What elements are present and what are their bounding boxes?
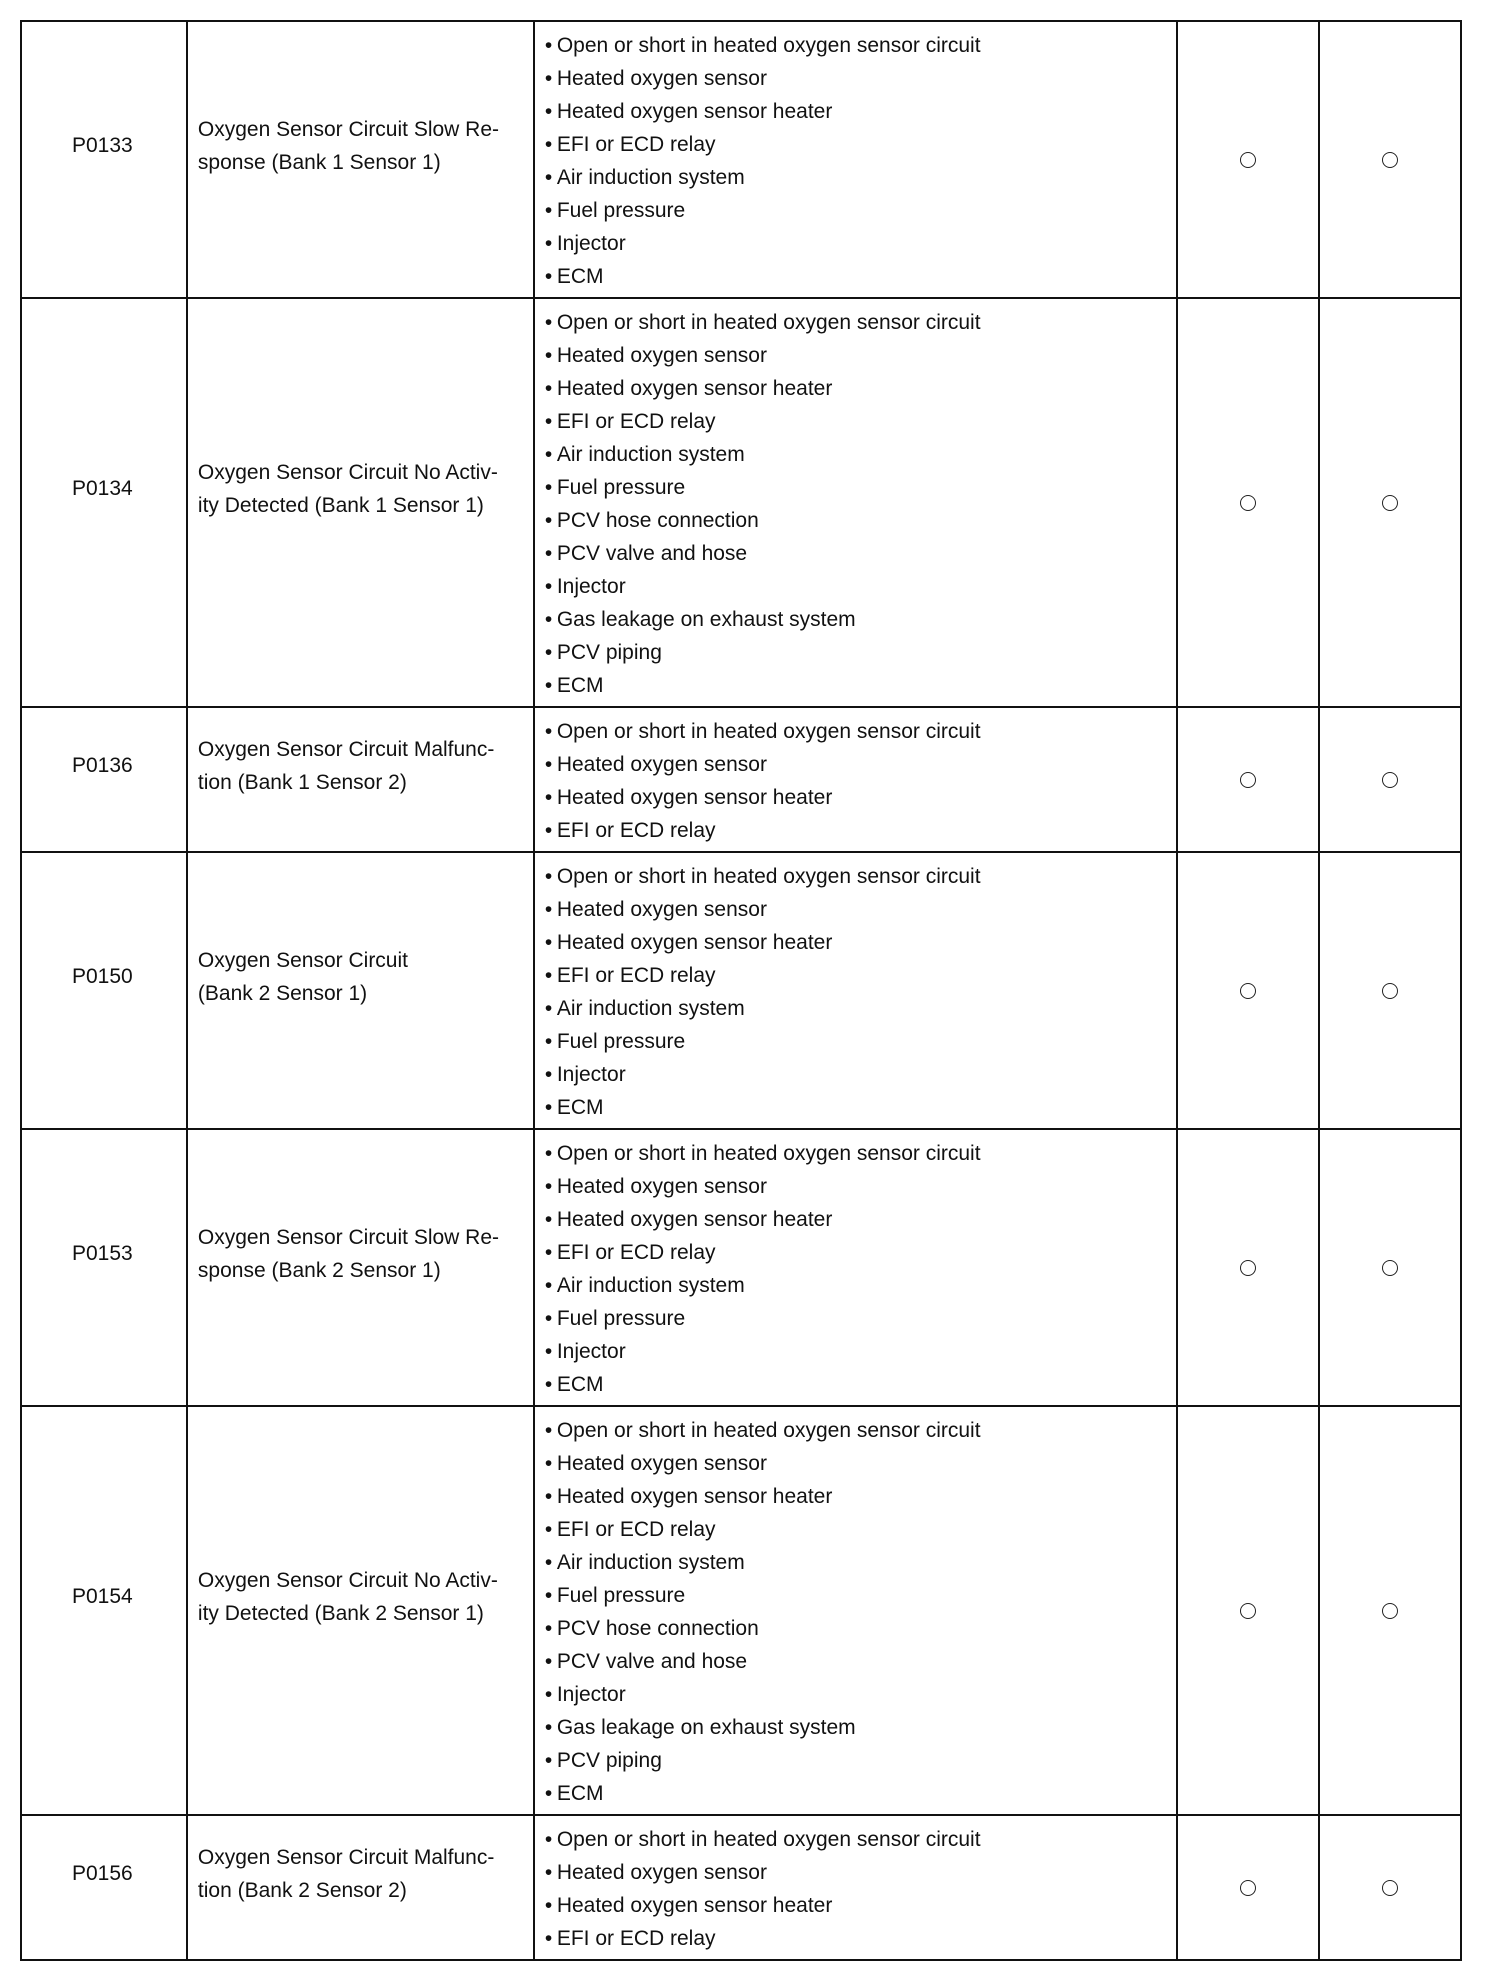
bullet-icon: • [544, 1419, 553, 1442]
trouble-area-cell [534, 1815, 1178, 1960]
trouble-area-text: Heated oxygen sensor [556, 753, 767, 776]
table-row [21, 707, 1461, 852]
circle-mark-icon [1382, 983, 1398, 999]
trouble-area-list [545, 1414, 1177, 1810]
bullet-icon: • [544, 898, 553, 921]
trouble-area-text: PCV hose connection [556, 1617, 759, 1640]
list-item [545, 339, 1177, 372]
table-row [21, 298, 1461, 707]
trouble-area-text: Injector [556, 1340, 626, 1363]
list-item [545, 405, 1177, 438]
mark-cell-2 [1319, 1406, 1461, 1815]
trouble-area-text: ECM [556, 1782, 604, 1805]
trouble-area-text: Heated oxygen sensor [556, 344, 767, 367]
trouble-area-cell [534, 707, 1178, 852]
list-item [545, 504, 1177, 537]
list-item [545, 1170, 1177, 1203]
trouble-area-text: Heated oxygen sensor [556, 1861, 767, 1884]
trouble-area-text: EFI or ECD relay [556, 819, 716, 842]
circle-mark-icon [1240, 152, 1256, 168]
bullet-icon: • [544, 542, 553, 565]
bullet-icon: • [544, 199, 553, 222]
trouble-area-text: Fuel pressure [556, 199, 686, 222]
trouble-area-text: Fuel pressure [556, 1307, 686, 1330]
list-item [545, 194, 1177, 227]
list-item [545, 1856, 1177, 1889]
list-item [545, 603, 1177, 636]
bullet-icon: • [544, 1142, 553, 1165]
circle-mark-icon [1240, 1603, 1256, 1619]
dtc-table-body [21, 21, 1461, 1960]
list-item [545, 260, 1177, 293]
bullet-icon: • [544, 786, 553, 809]
trouble-area-text: Gas leakage on exhaust system [556, 1716, 856, 1739]
trouble-area-cell [534, 1406, 1178, 1815]
list-item [545, 1744, 1177, 1777]
list-item [545, 128, 1177, 161]
trouble-area-text: EFI or ECD relay [556, 1518, 716, 1541]
list-item [545, 1480, 1177, 1513]
detection-item-cell [187, 298, 534, 707]
trouble-area-text: PCV hose connection [556, 509, 759, 532]
detection-item: Oxygen Sensor Circuit No Activ- ity Detected (Bank 2 Sensor 1) [197, 1568, 498, 1625]
bullet-icon: • [544, 1208, 553, 1231]
detection-item: Oxygen Sensor Circuit Malfunc- tion (Bank 1 Sensor 2) [197, 737, 495, 794]
trouble-area-text: EFI or ECD relay [556, 133, 716, 156]
trouble-area-text: Air induction system [556, 166, 745, 189]
trouble-area-list [545, 715, 1177, 847]
circle-mark-icon [1382, 772, 1398, 788]
dtc-code-cell [21, 21, 187, 298]
list-item [545, 1269, 1177, 1302]
list-item [545, 636, 1177, 669]
bullet-icon: • [544, 1584, 553, 1607]
dtc-code: P0154 [72, 1585, 133, 1608]
bullet-icon: • [544, 232, 553, 255]
trouble-area-text: Air induction system [556, 997, 745, 1020]
bullet-icon: • [544, 1063, 553, 1086]
list-item [545, 748, 1177, 781]
trouble-area-cell [534, 298, 1178, 707]
table-row [21, 1815, 1461, 1960]
trouble-area-text: EFI or ECD relay [556, 964, 716, 987]
list-item [545, 1335, 1177, 1368]
bullet-icon: • [544, 166, 553, 189]
mark-cell-1 [1177, 21, 1319, 298]
dtc-code: P0153 [72, 1242, 133, 1265]
dtc-code-cell [21, 1406, 187, 1815]
circle-mark-icon [1382, 1880, 1398, 1896]
list-item [545, 781, 1177, 814]
list-item [545, 893, 1177, 926]
list-item [545, 471, 1177, 504]
bullet-icon: • [544, 1175, 553, 1198]
bullet-icon: • [544, 575, 553, 598]
mark-cell-1 [1177, 707, 1319, 852]
trouble-area-list [545, 306, 1177, 702]
bullet-icon: • [544, 931, 553, 954]
list-item [545, 1645, 1177, 1678]
circle-mark-icon [1382, 152, 1398, 168]
bullet-icon: • [544, 1828, 553, 1851]
list-item [545, 1922, 1177, 1955]
mark-cell-1 [1177, 1129, 1319, 1406]
detection-item: Oxygen Sensor Circuit Slow Re- sponse (Bank 1 Sensor 1) [197, 117, 500, 174]
circle-mark-icon [1382, 1603, 1398, 1619]
bullet-icon: • [544, 133, 553, 156]
trouble-area-text: Heated oxygen sensor heater [556, 1208, 833, 1231]
bullet-icon: • [544, 67, 553, 90]
mark-cell-1 [1177, 1815, 1319, 1960]
list-item [545, 1058, 1177, 1091]
mark-cell-2 [1319, 1129, 1461, 1406]
list-item [545, 1579, 1177, 1612]
trouble-area-text: Heated oxygen sensor heater [556, 931, 833, 954]
bullet-icon: • [544, 997, 553, 1020]
table-row [21, 21, 1461, 298]
bullet-icon: • [544, 608, 553, 631]
bullet-icon: • [544, 100, 553, 123]
bullet-icon: • [544, 509, 553, 532]
dtc-code: P0136 [72, 754, 133, 777]
trouble-area-text: Injector [556, 232, 626, 255]
bullet-icon: • [544, 1096, 553, 1119]
list-item [545, 227, 1177, 260]
list-item [545, 1513, 1177, 1546]
trouble-area-text: Heated oxygen sensor heater [556, 377, 833, 400]
trouble-area-text: Injector [556, 575, 626, 598]
list-item [545, 1678, 1177, 1711]
list-item [545, 959, 1177, 992]
dtc-code-cell [21, 1129, 187, 1406]
trouble-area-text: Heated oxygen sensor heater [556, 1894, 833, 1917]
circle-mark-icon [1382, 495, 1398, 511]
bullet-icon: • [544, 674, 553, 697]
bullet-icon: • [544, 865, 553, 888]
trouble-area-text: Air induction system [556, 1551, 745, 1574]
list-item [545, 715, 1177, 748]
trouble-area-text: PCV valve and hose [556, 1650, 748, 1673]
detection-item-cell [187, 1129, 534, 1406]
circle-mark-icon [1240, 1880, 1256, 1896]
bullet-icon: • [544, 1716, 553, 1739]
bullet-icon: • [544, 1274, 553, 1297]
list-item [545, 372, 1177, 405]
detection-item: Oxygen Sensor Circuit Slow Re- sponse (Bank 2 Sensor 1) [197, 1225, 500, 1282]
bullet-icon: • [544, 1650, 553, 1673]
trouble-area-text: Open or short in heated oxygen sensor circuit [556, 34, 981, 57]
list-item [545, 1414, 1177, 1447]
circle-mark-icon [1240, 772, 1256, 788]
list-item [545, 860, 1177, 893]
bullet-icon: • [544, 1452, 553, 1475]
trouble-area-text: Gas leakage on exhaust system [556, 608, 856, 631]
mark-cell-1 [1177, 1406, 1319, 1815]
bullet-icon: • [544, 753, 553, 776]
list-item [545, 992, 1177, 1025]
list-item [545, 1203, 1177, 1236]
trouble-area-cell [534, 1129, 1178, 1406]
mark-cell-1 [1177, 298, 1319, 707]
dtc-table [20, 20, 1462, 1961]
trouble-area-text: Fuel pressure [556, 1584, 686, 1607]
list-item [545, 1447, 1177, 1480]
list-item [545, 1302, 1177, 1335]
bullet-icon: • [544, 344, 553, 367]
trouble-area-text: ECM [556, 674, 604, 697]
detection-item-cell [187, 1815, 534, 1960]
bullet-icon: • [544, 443, 553, 466]
dtc-code: P0134 [72, 477, 133, 500]
list-item [545, 438, 1177, 471]
list-item [545, 1777, 1177, 1810]
detection-item: Oxygen Sensor Circuit (Bank 2 Sensor 1) [197, 948, 408, 1005]
trouble-area-text: Heated oxygen sensor heater [556, 100, 833, 123]
circle-mark-icon [1240, 1260, 1256, 1276]
dtc-code: P0150 [72, 965, 133, 988]
detection-item-cell [187, 852, 534, 1129]
list-item [545, 1091, 1177, 1124]
bullet-icon: • [544, 34, 553, 57]
mark-cell-2 [1319, 852, 1461, 1129]
trouble-area-text: EFI or ECD relay [556, 1241, 716, 1264]
bullet-icon: • [544, 641, 553, 664]
trouble-area-text: EFI or ECD relay [556, 410, 716, 433]
detection-item-cell [187, 21, 534, 298]
trouble-area-text: Air induction system [556, 1274, 745, 1297]
trouble-area-text: Open or short in heated oxygen sensor circuit [556, 1419, 981, 1442]
mark-cell-1 [1177, 852, 1319, 1129]
list-item [545, 95, 1177, 128]
list-item [545, 1137, 1177, 1170]
table-row [21, 1406, 1461, 1815]
bullet-icon: • [544, 964, 553, 987]
mark-cell-2 [1319, 1815, 1461, 1960]
trouble-area-text: Open or short in heated oxygen sensor circuit [556, 311, 981, 334]
bullet-icon: • [544, 1518, 553, 1541]
trouble-area-text: Heated oxygen sensor [556, 1452, 767, 1475]
bullet-icon: • [544, 1683, 553, 1706]
detection-item: Oxygen Sensor Circuit Malfunc- tion (Bank 2 Sensor 2) [197, 1845, 495, 1902]
table-row [21, 852, 1461, 1129]
bullet-icon: • [544, 819, 553, 842]
mark-cell-2 [1319, 21, 1461, 298]
circle-mark-icon [1240, 495, 1256, 511]
bullet-icon: • [544, 1373, 553, 1396]
trouble-area-cell [534, 852, 1178, 1129]
bullet-icon: • [544, 1551, 553, 1574]
trouble-area-list [545, 860, 1177, 1124]
trouble-area-text: PCV piping [556, 641, 662, 664]
detection-item-cell [187, 707, 534, 852]
bullet-icon: • [544, 1927, 553, 1950]
trouble-area-list [545, 29, 1177, 293]
bullet-icon: • [544, 720, 553, 743]
trouble-area-text: Heated oxygen sensor heater [556, 786, 833, 809]
detection-item-cell [187, 1406, 534, 1815]
list-item [545, 537, 1177, 570]
trouble-area-text: Injector [556, 1683, 626, 1706]
trouble-area-text: ECM [556, 265, 604, 288]
bullet-icon: • [544, 1485, 553, 1508]
list-item [545, 570, 1177, 603]
trouble-area-list [545, 1137, 1177, 1401]
bullet-icon: • [544, 1861, 553, 1884]
dtc-code-cell [21, 298, 187, 707]
trouble-area-text: ECM [556, 1373, 604, 1396]
trouble-area-text: Open or short in heated oxygen sensor circuit [556, 1828, 981, 1851]
list-item [545, 306, 1177, 339]
bullet-icon: • [544, 1030, 553, 1053]
list-item [545, 669, 1177, 702]
trouble-area-text: Heated oxygen sensor heater [556, 1485, 833, 1508]
bullet-icon: • [544, 311, 553, 334]
trouble-area-text: PCV valve and hose [556, 542, 748, 565]
list-item [545, 1612, 1177, 1645]
bullet-icon: • [544, 1241, 553, 1264]
dtc-code-cell [21, 707, 187, 852]
mark-cell-2 [1319, 707, 1461, 852]
trouble-area-text: EFI or ECD relay [556, 1927, 716, 1950]
trouble-area-cell [534, 21, 1178, 298]
trouble-area-text: Injector [556, 1063, 626, 1086]
bullet-icon: • [544, 1782, 553, 1805]
list-item [545, 1368, 1177, 1401]
list-item [545, 62, 1177, 95]
list-item [545, 1025, 1177, 1058]
bullet-icon: • [544, 410, 553, 433]
list-item [545, 1236, 1177, 1269]
trouble-area-text: Open or short in heated oxygen sensor circuit [556, 1142, 981, 1165]
bullet-icon: • [544, 476, 553, 499]
trouble-area-text: Heated oxygen sensor [556, 67, 767, 90]
trouble-area-text: Heated oxygen sensor [556, 898, 767, 921]
trouble-area-text: Fuel pressure [556, 476, 686, 499]
bullet-icon: • [544, 1307, 553, 1330]
list-item [545, 1889, 1177, 1922]
list-item [545, 29, 1177, 62]
list-item [545, 161, 1177, 194]
trouble-area-text: Heated oxygen sensor [556, 1175, 767, 1198]
circle-mark-icon [1240, 983, 1256, 999]
bullet-icon: • [544, 265, 553, 288]
trouble-area-text: Open or short in heated oxygen sensor circuit [556, 720, 981, 743]
circle-mark-icon [1382, 1260, 1398, 1276]
list-item [545, 926, 1177, 959]
trouble-area-text: Open or short in heated oxygen sensor circuit [556, 865, 981, 888]
dtc-code: P0156 [72, 1862, 133, 1885]
dtc-code-cell [21, 852, 187, 1129]
trouble-area-text: Air induction system [556, 443, 745, 466]
trouble-area-list [545, 1823, 1177, 1955]
list-item [545, 1711, 1177, 1744]
bullet-icon: • [544, 1749, 553, 1772]
detection-item: Oxygen Sensor Circuit No Activ- ity Detected (Bank 1 Sensor 1) [197, 460, 498, 517]
list-item [545, 814, 1177, 847]
list-item [545, 1823, 1177, 1856]
bullet-icon: • [544, 1894, 553, 1917]
bullet-icon: • [544, 377, 553, 400]
trouble-area-text: PCV piping [556, 1749, 662, 1772]
table-row [21, 1129, 1461, 1406]
bullet-icon: • [544, 1617, 553, 1640]
trouble-area-text: ECM [556, 1096, 604, 1119]
dtc-code: P0133 [72, 134, 133, 157]
mark-cell-2 [1319, 298, 1461, 707]
dtc-code-cell [21, 1815, 187, 1960]
list-item [545, 1546, 1177, 1579]
bullet-icon: • [544, 1340, 553, 1363]
trouble-area-text: Fuel pressure [556, 1030, 686, 1053]
